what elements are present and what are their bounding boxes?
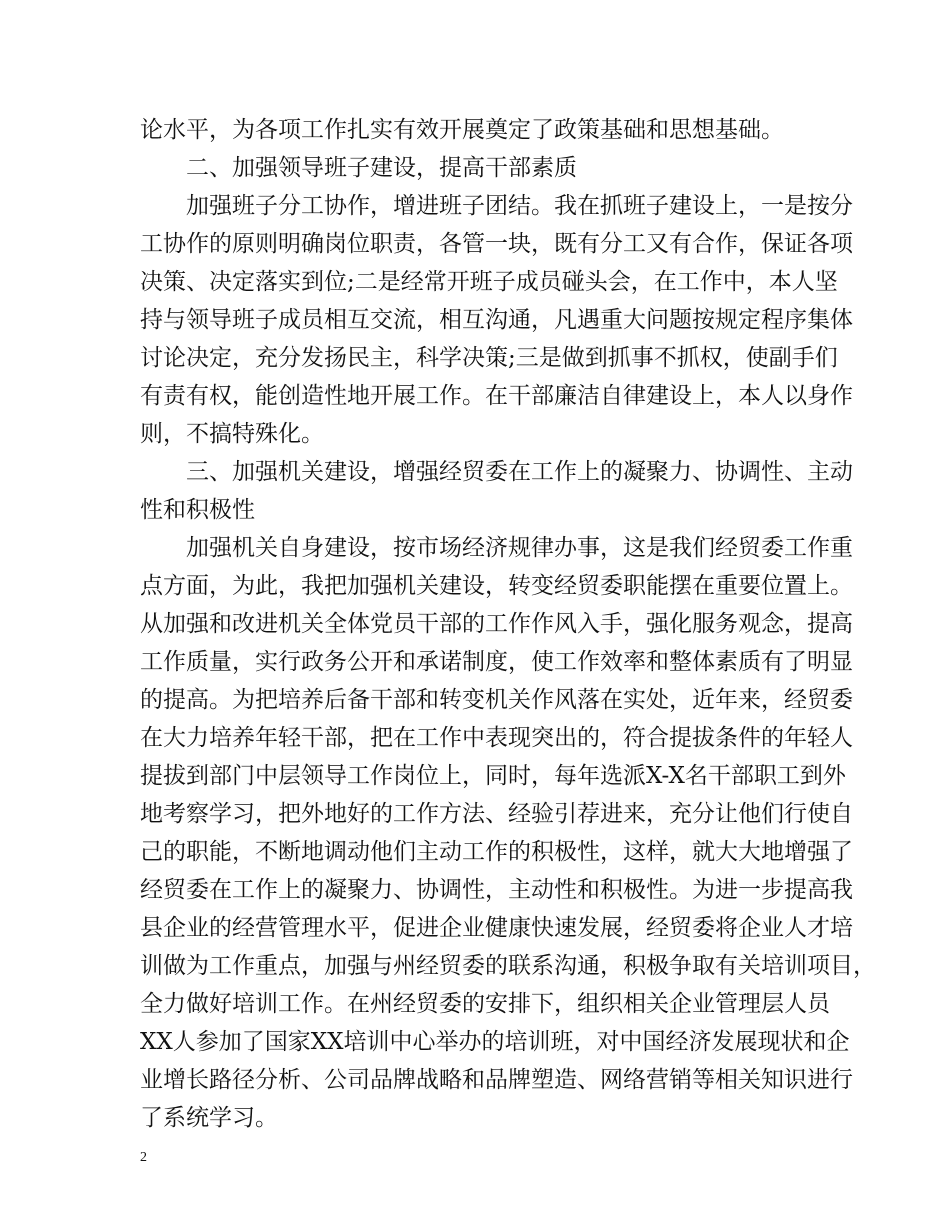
text-line: 经贸委在工作上的凝聚力、协调性，主动性和积极性。为进一步提高我 [140, 877, 853, 903]
text-line: 有责有权，能创造性地开展工作。在干部廉洁自律建设上，本人以身作 [140, 383, 853, 409]
text-line: 全力做好培训工作。在州经贸委的安排下，组织相关企业管理层人员 [140, 991, 830, 1017]
text-line: 工作质量，实行政务公开和承诺制度，使工作效率和整体素质有了明显 [140, 649, 853, 675]
text-line: 训做为工作重点，加强与州经贸委的联系沟通，积极争取有关培训项目， [140, 953, 876, 979]
text-line: 提拔到部门中层领导工作岗位上，同时，每年选派X-X名干部职工到外 [140, 763, 846, 789]
text-line: XX人参加了国家XX培训中心举办的培训班，对中国经济发展现状和企 [140, 1029, 850, 1055]
text-line: 了系统学习。 [140, 1105, 278, 1131]
section-heading: 二、加强领导班子建设，提高干部素质 [186, 155, 577, 181]
text-line: 加强机关自身建设，按市场经济规律办事，这是我们经贸委工作重 [186, 535, 853, 561]
text-line: 县企业的经营管理水平，促进企业健康快速发展，经贸委将企业人才培 [140, 915, 853, 941]
section-heading-continued: 性和积极性 [140, 497, 255, 523]
text-line: 点方面，为此，我把加强机关建设，转变经贸委职能摆在重要位置上。 [140, 573, 853, 599]
text-line: 加强班子分工协作，增进班子团结。我在抓班子建设上，一是按分 [186, 193, 853, 219]
text-line: 持与领导班子成员相互交流，相互沟通，凡遇重大问题按规定程序集体 [140, 307, 853, 333]
text-line: 从加强和改进机关全体党员干部的工作作风入手，强化服务观念，提高 [140, 611, 853, 637]
text-line: 在大力培养年轻干部，把在工作中表现突出的，符合提拔条件的年轻人 [140, 725, 853, 751]
text-line: 论水平，为各项工作扎实有效开展奠定了政策基础和思想基础。 [140, 117, 784, 143]
section-heading: 三、加强机关建设，增强经贸委在工作上的凝聚力、协调性、主动 [186, 459, 853, 485]
text-line: 地考察学习，把外地好的工作方法、经验引荐进来，充分让他们行使自 [140, 801, 853, 827]
page-number: 2 [140, 1150, 147, 1165]
text-line: 己的职能，不断地调动他们主动工作的积极性，这样，就大大地增强了 [140, 839, 853, 865]
text-line: 则，不搞特殊化。 [140, 421, 324, 447]
text-line: 业增长路径分析、公司品牌战略和品牌塑造、网络营销等相关知识进行 [140, 1067, 853, 1093]
text-line: 工协作的原则明确岗位职责，各管一块，既有分工又有合作，保证各项 [140, 231, 853, 257]
text-line: 讨论决定，充分发扬民主，科学决策;三是做到抓事不抓权，使副手们 [140, 345, 838, 371]
text-line: 的提高。为把培养后备干部和转变机关作风落在实处，近年来，经贸委 [140, 687, 853, 713]
text-line: 决策、决定落实到位;二是经常开班子成员碰头会，在工作中，本人坚 [140, 269, 838, 295]
